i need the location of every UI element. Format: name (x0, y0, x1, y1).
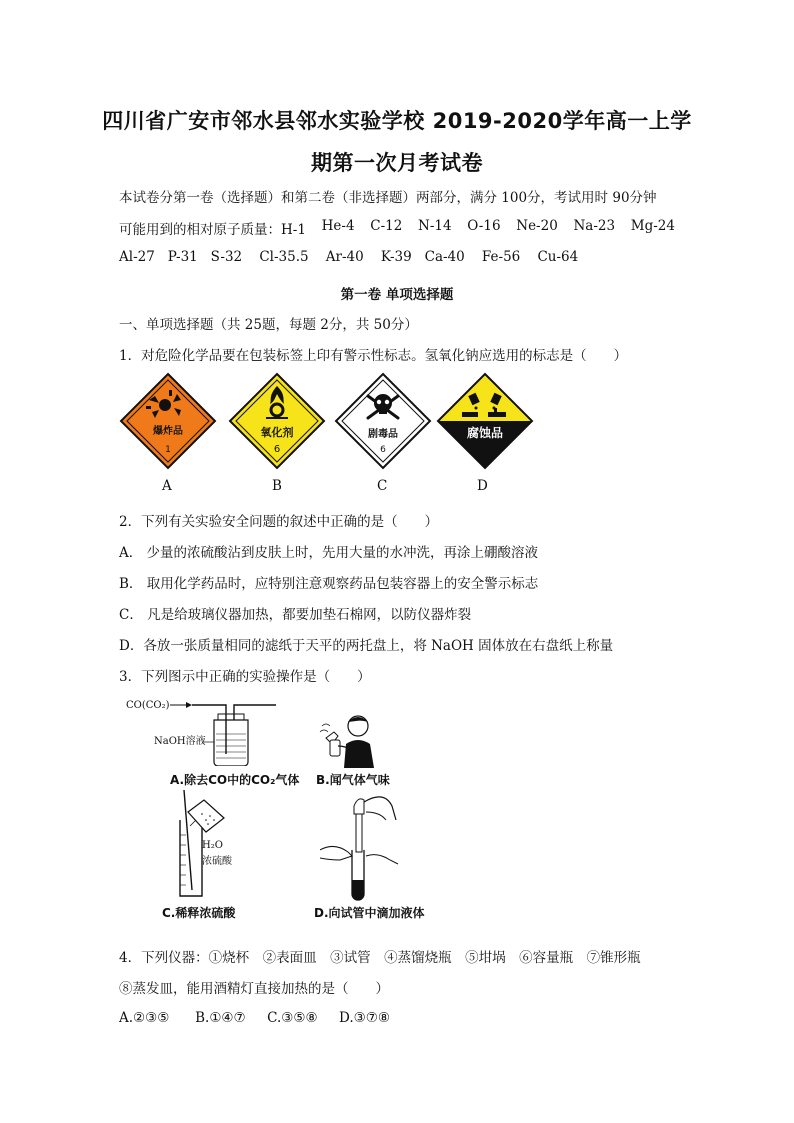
question-3-stem: 3．下列图示中正确的实验操作是（ ） (119, 669, 371, 685)
atomic-mass: Ca-40 (424, 249, 465, 265)
atomic-mass: Fe-56 (481, 249, 521, 265)
fig-c-acid-label: 浓硫酸 (202, 856, 232, 867)
q4-options (119, 1010, 390, 1026)
fig-c-water-label: H₂O (202, 840, 223, 851)
corrosive-hazard-sign (436, 372, 534, 470)
q1-option-d-label[interactable]: D (477, 478, 488, 494)
gas-washing-bottle-figure (126, 694, 286, 766)
toxic-hazard-sign (334, 372, 432, 470)
atomic-mass: Mg-24 (630, 218, 675, 234)
fig-a-caption[interactable]: A.除去CO中的CO₂气体 (170, 773, 300, 787)
explosive-class-number: 1 (165, 445, 171, 455)
atomic-mass: C-12 (370, 218, 403, 234)
atomic-mass: 可能用到的相对原子质量：H-1 (119, 222, 306, 238)
atomic-mass: Na-23 (573, 218, 616, 234)
q4-option-c[interactable]: C.③⑤⑧ (267, 1010, 318, 1026)
toxic-class-number: 6 (380, 445, 386, 455)
question-4-stem-line-2: ⑧蒸发皿，能用酒精灯直接加热的是（ ） (119, 981, 389, 997)
q1-option-c-label[interactable]: C (377, 478, 388, 494)
atomic-mass: K-39 (380, 249, 412, 265)
exam-title-line-2: 期第一次月考试卷 (311, 151, 483, 175)
atomic-mass: N-14 (418, 218, 452, 234)
section-title: 第一卷 单项选择题 (340, 287, 454, 303)
q4-option-b[interactable]: B.①④⑦ (195, 1010, 246, 1026)
question-4-stem-line-1: 4．下列仪器：①烧杯 ②表面皿 ③试管 ④蒸馏烧瓶 ⑤坩埚 ⑥容量瓶 ⑦锥形瓶 (119, 950, 641, 966)
fig-d-caption[interactable]: D.向试管中滴加液体 (314, 906, 425, 920)
oxidizer-hazard-sign (228, 372, 326, 470)
explosive-label: 爆炸品 (153, 426, 183, 437)
atomic-mass: Cu-64 (537, 249, 579, 265)
atomic-mass: He-4 (321, 218, 355, 234)
atomic-mass: Ne-20 (516, 218, 558, 234)
q2-option-c[interactable]: C． 凡是给玻璃仪器加热，都要加垫石棉网，以防仪器炸裂 (119, 607, 472, 623)
q1-option-a-label[interactable]: A (162, 478, 172, 494)
atomic-mass: Ar-40 (325, 249, 364, 265)
smelling-gas-figure (318, 712, 380, 768)
question-2-stem: 2．下列有关实验安全问题的叙述中正确的是（ ） (119, 514, 439, 530)
q2-option-d[interactable]: D．各放一张质量相同的滤纸于天平的两托盘上，将 NaOH 固体放在右盘纸上称量 (119, 638, 614, 654)
diluting-acid-figure (166, 790, 246, 900)
toxic-label: 剧毒品 (368, 429, 398, 440)
exam-title-line-1: 四川省广安市邻水县邻水实验学校 2019-2020学年高一上学 (102, 109, 692, 133)
dropping-liquid-figure (320, 790, 420, 902)
q1-option-b-label[interactable]: B (272, 478, 282, 494)
q2-option-b[interactable]: B． 取用化学药品时，应特别注意观察药品包装容器上的安全警示标志 (119, 576, 539, 592)
atomic-mass: O-16 (467, 218, 501, 234)
fig-a-gas-label: CO(CO₂) (126, 700, 170, 711)
exam-intro: 本试卷分第一卷（选择题）和第二卷（非选择题）两部分，满分 100分，考试用时 90分钟 (119, 190, 657, 206)
explosive-hazard-sign (119, 372, 217, 470)
q4-option-d[interactable]: D.③⑦⑧ (339, 1010, 390, 1026)
fig-b-caption[interactable]: B.闻气体气味 (316, 773, 390, 787)
atomic-mass: Al-27 (119, 249, 155, 265)
atomic-masses-row-1 (119, 218, 675, 238)
fig-c-caption[interactable]: C.稀释浓硫酸 (162, 906, 236, 920)
part-heading: 一、单项选择题（共 25题，每题 2分，共 50分） (119, 317, 418, 333)
corrosive-label: 腐蚀品 (466, 426, 504, 440)
atomic-mass: P-31 (167, 249, 198, 265)
question-1-stem: 1．对危险化学品要在包装标签上印有警示性标志。氢氧化钠应选用的标志是（ ） (119, 348, 628, 364)
fig-a-solution-label: NaOH溶液 (154, 736, 206, 747)
oxidizer-label: 氧化剂 (260, 426, 294, 439)
q2-option-a[interactable]: A． 少量的浓硫酸沾到皮肤上时，先用大量的水冲洗，再涂上硼酸溶液 (119, 545, 539, 561)
atomic-mass: Cl-35.5 (259, 249, 309, 265)
atomic-mass: S-32 (210, 249, 243, 265)
oxidizer-class-number: 6 (273, 444, 281, 455)
q4-option-a[interactable]: A.②③⑤ (119, 1010, 170, 1026)
atomic-masses-row-2 (119, 249, 578, 265)
